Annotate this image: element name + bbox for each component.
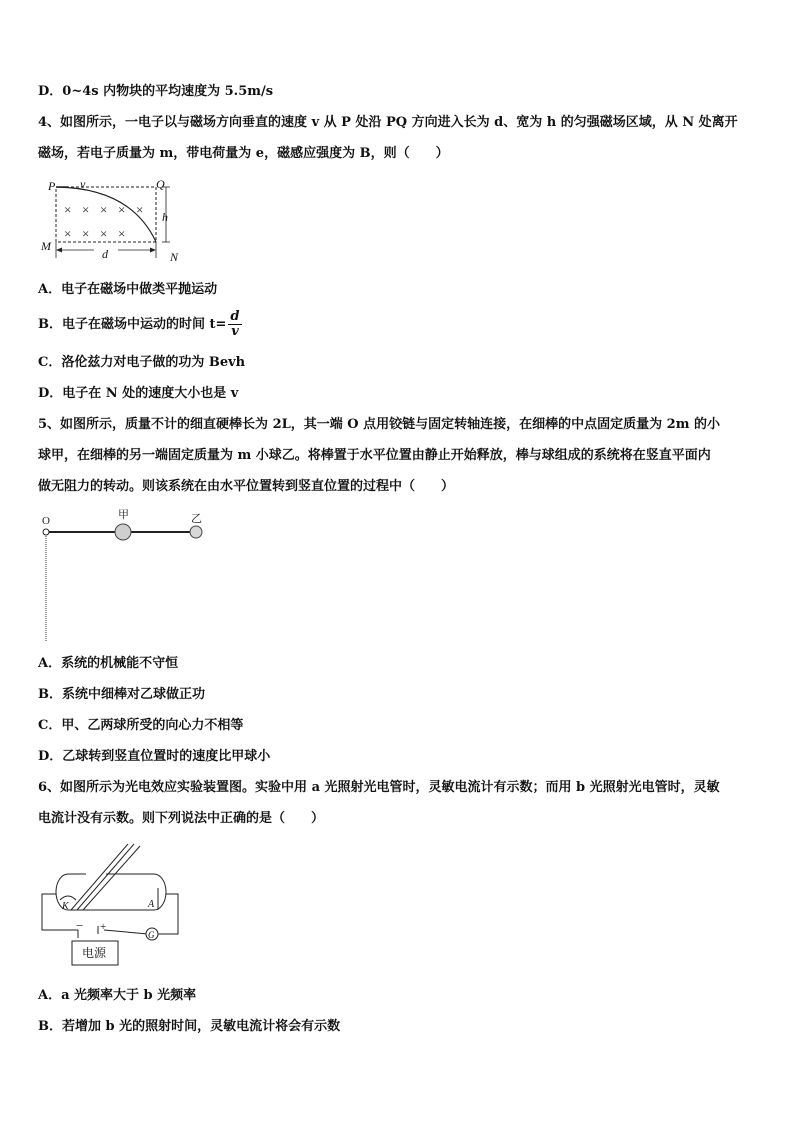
cross-mark: × <box>118 202 126 217</box>
label-yi: 乙 <box>191 513 202 525</box>
label-m: M <box>41 239 51 253</box>
label-h: h <box>162 210 168 224</box>
label-d: d <box>102 247 108 261</box>
label-power-source: 电源 <box>82 946 107 960</box>
q4-stem-line1: 4、如图所示，一电子以与磁场方向垂直的速度 v 从 P 处沿 PQ 方向进入长为 d、宽为 h 的匀强磁场区域，从 N 处离开 <box>38 115 738 130</box>
label-minus: − <box>76 918 84 933</box>
cathode-k <box>60 896 76 900</box>
q6-photoelectric-figure <box>36 838 186 973</box>
q5-option-d: D．乙球转到竖直位置时的速度比甲球小 <box>38 749 271 764</box>
label-k: K <box>62 901 69 912</box>
q6-option-b: B．若增加 b 光的照射时间，灵敏电流计将会有示数 <box>38 1019 341 1034</box>
label-plus: + <box>100 921 107 933</box>
q4-stem-line2: 磁场，若电子质量为 m，带电荷量为 e，磁感应强度为 B，则（ ） <box>38 146 449 161</box>
q4-option-c: C．洛伦兹力对电子做的功为 Bevh <box>38 355 246 370</box>
label-a: A <box>148 899 155 910</box>
label-q: Q <box>156 178 165 191</box>
fraction-d-over-v <box>228 310 241 339</box>
label-jia: 甲 <box>118 509 129 521</box>
ball-jia <box>115 524 131 540</box>
q4-magnetic-field-figure <box>36 178 186 268</box>
q4-option-a: A．电子在磁场中做类平抛运动 <box>38 282 218 297</box>
light-rays <box>71 844 140 910</box>
cross-mark: × <box>64 202 72 217</box>
q5-option-c: C．甲、乙两球所受的向心力不相等 <box>38 718 244 733</box>
cross-mark: × <box>136 202 144 217</box>
label-p: P <box>48 179 56 193</box>
q4-option-b <box>38 310 242 339</box>
q4-option-d: D．电子在 N 处的速度大小也是 v <box>38 386 239 401</box>
cross-mark: × <box>82 202 90 217</box>
cross-mark: × <box>82 226 90 241</box>
label-o: O <box>42 515 50 527</box>
q5-stem-line1: 5、如图所示，质量不计的细直硬棒长为 2L，其一端 O 点用铰链与固定转轴连接，在细棒的中点固定质量为 2m 的小 <box>38 417 720 432</box>
cross-mark: × <box>64 226 72 241</box>
q4-option-b-text: B．电子在磁场中运动的时间 t= <box>38 317 227 332</box>
q5-stem-line3: 做无阻力的转动。则该系统在由水平位置转到竖直位置的过程中（ ） <box>38 479 455 494</box>
option-d-previous: D．0~4s 内物块的平均速度为 5.5m/s <box>38 84 274 99</box>
q5-option-a: A．系统的机械能不守恒 <box>38 656 179 671</box>
q5-stem-line2: 球甲，在细棒的另一端固定质量为 m 小球乙。将棒置于水平位置由静止开始释放，棒与球组成的系统将在竖直平面内 <box>38 448 711 463</box>
field-crosses <box>64 202 143 241</box>
q6-stem-line2: 电流计没有示数。则下列说法中正确的是（ ） <box>38 811 325 826</box>
wire-right <box>158 894 178 934</box>
pivot-o <box>43 529 49 535</box>
label-v: v <box>80 178 86 191</box>
q5-rod-figure <box>36 506 216 646</box>
fraction-denominator: v <box>231 324 239 339</box>
label-g: G <box>148 930 155 940</box>
cross-mark: × <box>118 226 126 241</box>
q6-option-a: A．a 光频率大于 b 光频率 <box>38 988 197 1003</box>
ball-yi <box>190 526 202 538</box>
q6-stem-line1: 6、如图所示为光电效应实验装置图。实验中用 a 光照射光电管时，灵敏电流计有示数；而用 b 光照射光电管时，灵敏 <box>38 780 720 795</box>
q5-option-b: B．系统中细棒对乙球做正功 <box>38 687 205 702</box>
cross-mark: × <box>100 226 108 241</box>
cross-mark: × <box>100 202 108 217</box>
fraction-numerator: d <box>230 309 240 324</box>
label-n: N <box>170 250 179 264</box>
